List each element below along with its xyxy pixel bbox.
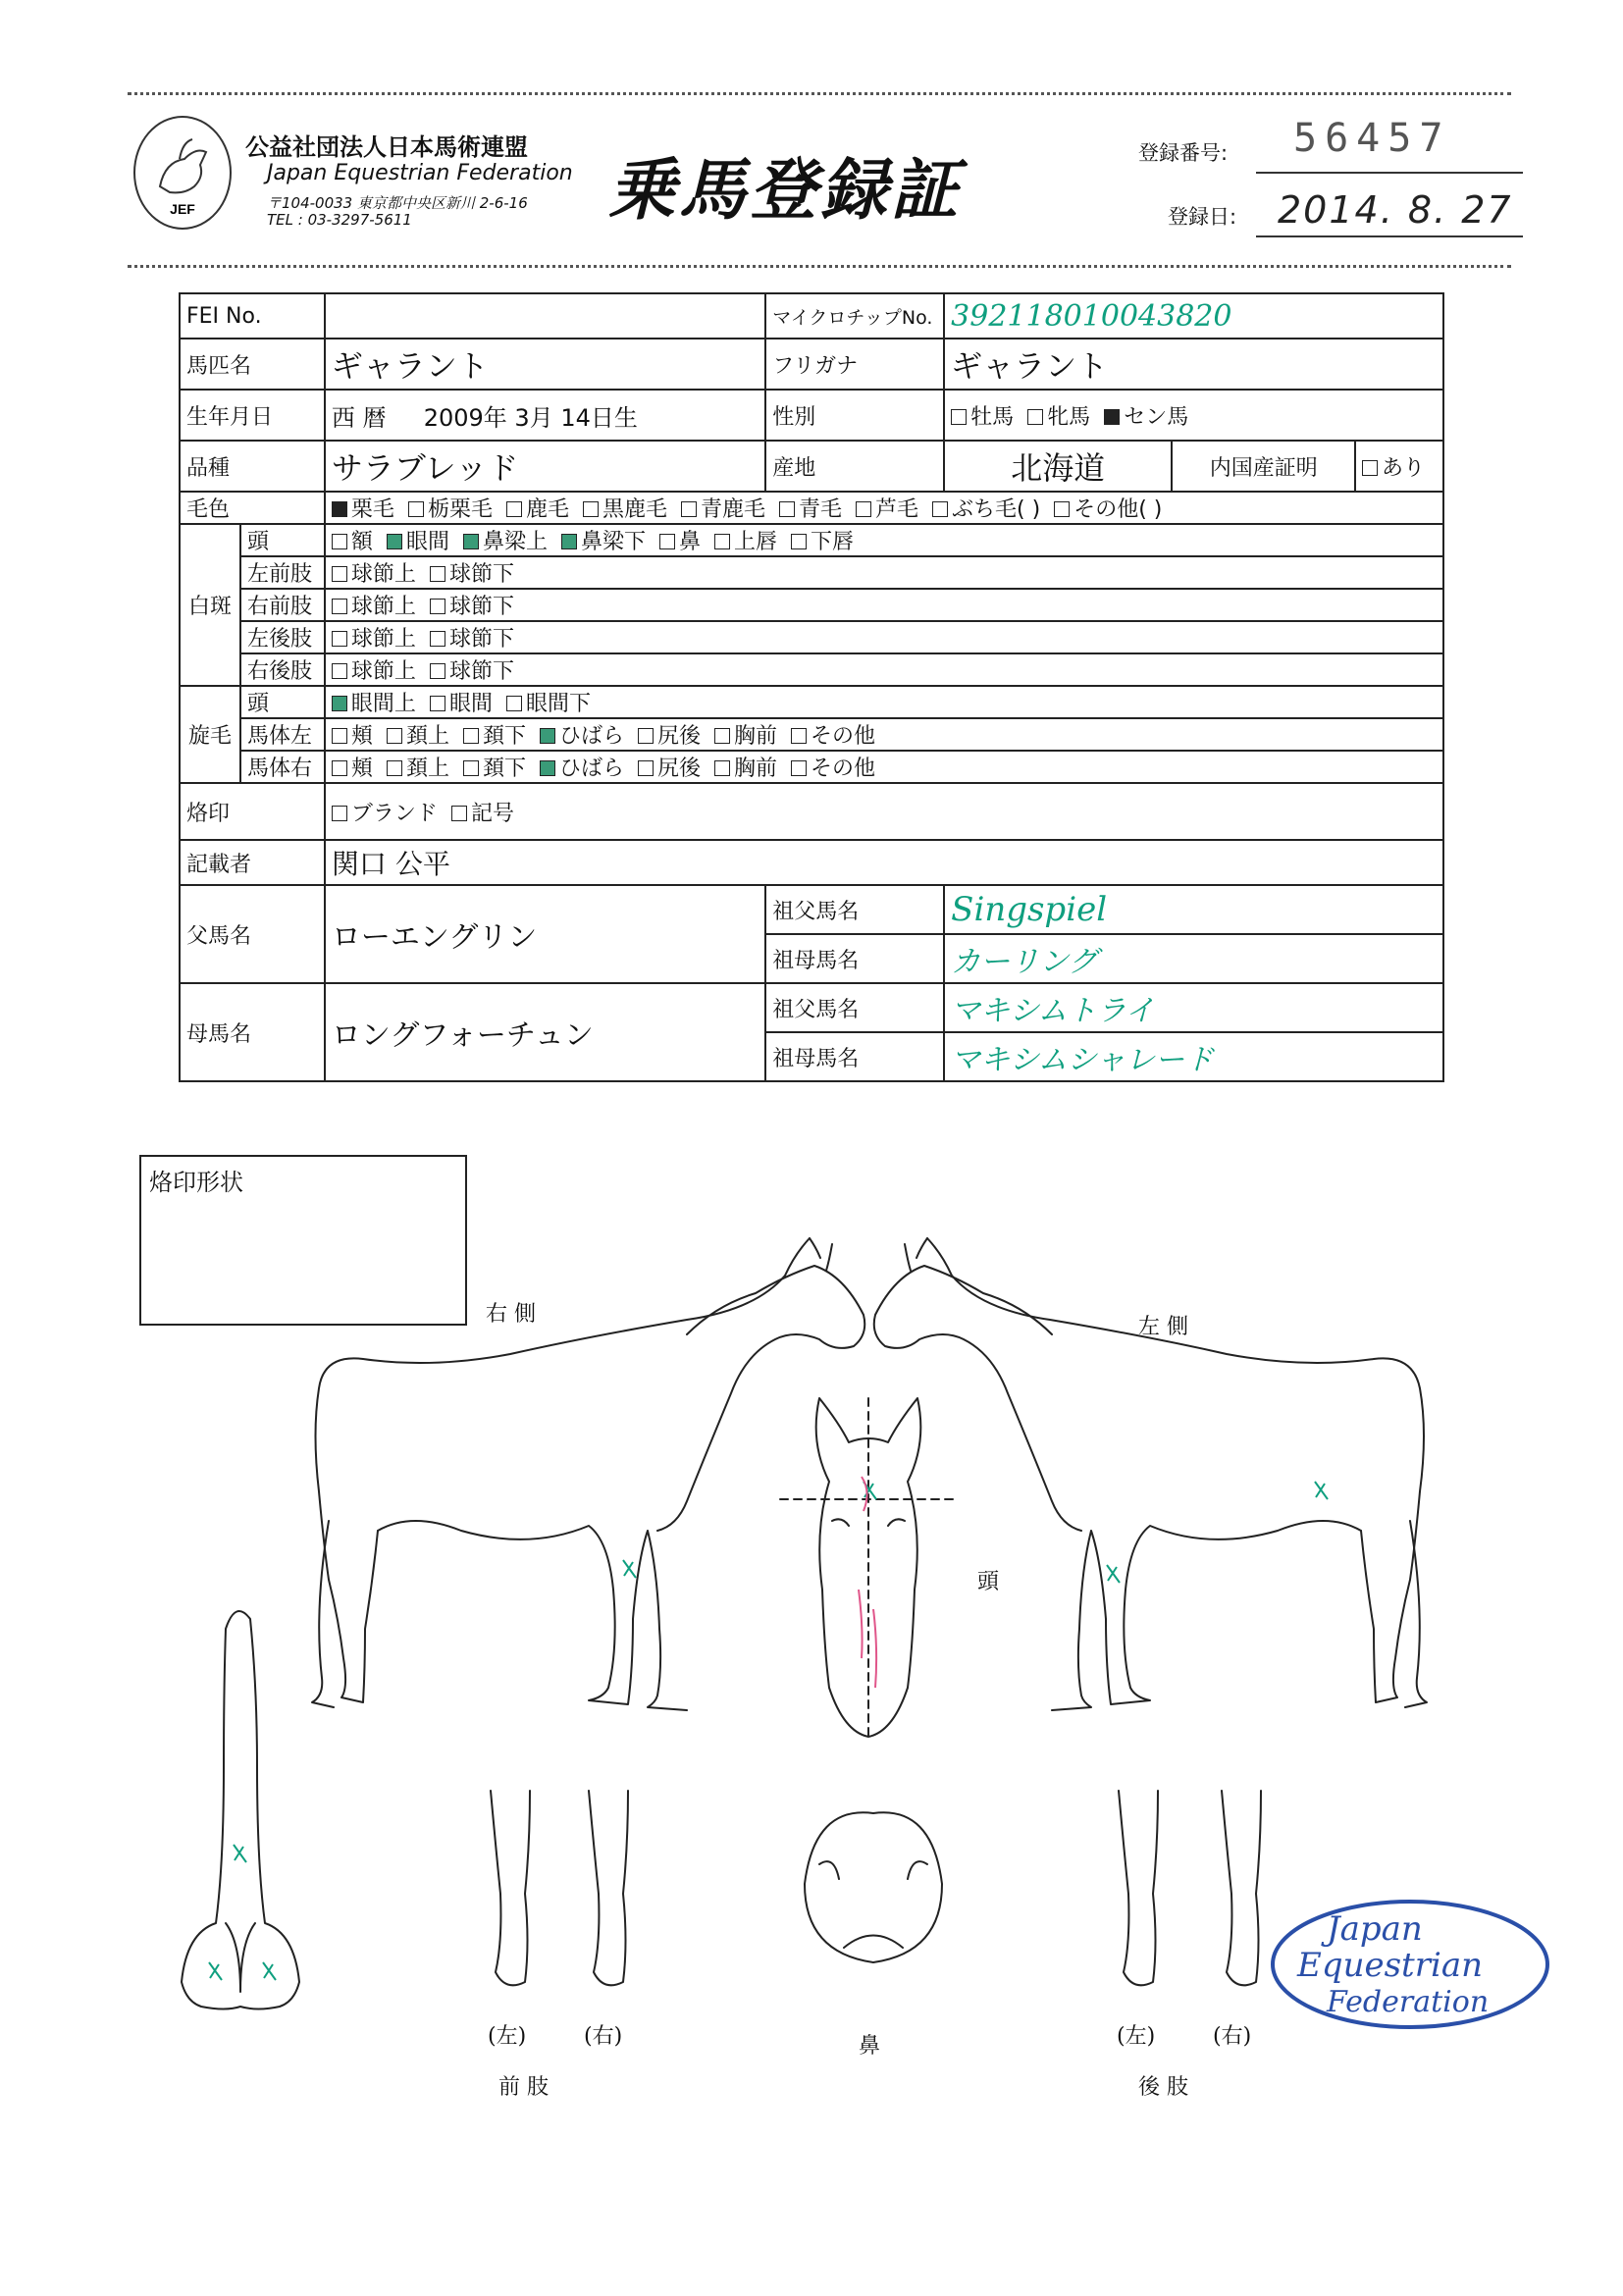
stamp-line3: Federation — [1327, 1985, 1490, 2019]
marking-option-label: 球節下 — [448, 595, 514, 619]
hind-left-label: (左) — [1117, 2024, 1156, 2049]
right-side-label: 右 側 — [486, 1302, 536, 1327]
marking-option-label: 鼻 — [678, 530, 701, 554]
fore-right-label: (右) — [584, 2024, 623, 2049]
stamp-line2: Equestrian — [1297, 1946, 1484, 1985]
marking-part: 右後肢 — [240, 653, 325, 686]
reg-no-value: 56457 — [1293, 116, 1451, 161]
domestic-label: 内国産証明 — [1172, 441, 1355, 492]
coat-option-label: ぶち毛( ) — [952, 497, 1041, 522]
whorl-option-label: ひばら — [558, 724, 624, 749]
brand-option-label: ブランド — [350, 801, 438, 826]
whorl-option-label: ひばら — [558, 757, 624, 781]
coat-option-label: 栃栗毛 — [427, 497, 493, 522]
marking-option-label: 上唇 — [734, 530, 778, 554]
jef-stamp — [1268, 1896, 1552, 2033]
breed-value[interactable]: サラブレッド — [325, 441, 765, 492]
whorl-option-label: 胸前 — [734, 724, 778, 749]
dam-label: 母馬名 — [180, 983, 325, 1081]
org-name-en: Japan Equestrian Federation — [267, 161, 573, 185]
marking-option-label: 額 — [350, 530, 373, 554]
whorl-part: 馬体右 — [240, 751, 325, 783]
front-head — [780, 1398, 957, 1742]
birth-label: 生年月日 — [180, 390, 325, 441]
marking-option-label: 鼻梁下 — [580, 530, 646, 554]
reg-date-value: 2014. 8. 27 — [1278, 188, 1513, 232]
right-side-horse — [312, 1238, 864, 1710]
writer-value[interactable]: 関口 公平 — [325, 840, 1443, 885]
stamp-line1: Japan — [1327, 1909, 1423, 1949]
whorl-option-label: 頬 — [350, 724, 373, 749]
fei-label: FEI No. — [180, 293, 325, 339]
coat-option-label: 青毛 — [799, 497, 843, 522]
logo-text: JEF — [170, 201, 195, 217]
sire-gsire-label: 祖父馬名 — [765, 885, 944, 934]
markings-label: 白斑 — [180, 524, 240, 686]
whorl-option-label: その他 — [811, 724, 876, 749]
head-label: 頭 — [977, 1570, 1000, 1594]
marking-option-label: 球節上 — [350, 562, 416, 587]
nose-label: 鼻 — [859, 2034, 881, 2059]
coat-option-label: 青鹿毛 — [700, 497, 765, 522]
kana-label: フリガナ — [765, 339, 944, 390]
whorl-option-label: 頚下 — [482, 724, 526, 749]
coat-label: 毛色 — [180, 492, 325, 524]
reg-no-label: 登録番号: — [1138, 141, 1229, 165]
coat-option-label: 黒鹿毛 — [602, 497, 667, 522]
dam-gdam-value[interactable]: マキシムシャレード — [944, 1032, 1443, 1081]
sire-gdam-value[interactable]: カーリング — [944, 934, 1443, 983]
marking-option-label: 球節上 — [350, 627, 416, 652]
sire-gdam-label: 祖母馬名 — [765, 934, 944, 983]
reg-date-label: 登録日: — [1168, 205, 1237, 229]
sire-gsire-value[interactable]: Singspiel — [944, 885, 1443, 934]
whorl-option-label: 眼間下 — [525, 692, 591, 716]
whorl-marks — [209, 1482, 1328, 1980]
whorl-option-label: 頚上 — [405, 724, 449, 749]
org-name: 公益社団法人日本馬術連盟 — [245, 133, 528, 161]
brand-option-label: 記号 — [470, 801, 514, 826]
brand-label: 烙印 — [180, 783, 325, 840]
whorl-part: 頭 — [240, 686, 325, 718]
marking-option-label: 鼻梁上 — [482, 530, 548, 554]
whorl-option-label: 尻後 — [656, 757, 701, 781]
dam-value[interactable]: ロングフォーチュン — [325, 983, 765, 1081]
whorl-option-label: 眼間上 — [350, 692, 416, 716]
domestic-option-label: あり — [1382, 455, 1426, 481]
sex-option-label: セン馬 — [1124, 404, 1189, 430]
fore-left-label: (左) — [488, 2024, 527, 2049]
origin-value[interactable]: 北海道 — [944, 441, 1172, 492]
org-address: 〒104-0033 東京都中央区新川 2-6-16 — [267, 194, 528, 212]
sex-label: 性別 — [765, 390, 944, 441]
hind-legs-label: 後 肢 — [1138, 2075, 1188, 2100]
birth-value[interactable]: 2009年 3月 14日生 — [423, 403, 638, 432]
dam-gsire-label: 祖父馬名 — [765, 983, 944, 1032]
whorls-label: 旋毛 — [180, 686, 240, 783]
document-title: 乗馬登録証 — [608, 152, 963, 230]
whorl-option-label: 眼間 — [448, 692, 493, 716]
coat-option-label: その他( ) — [1073, 497, 1163, 522]
marking-option-label: 球節上 — [350, 659, 416, 684]
left-side-horse — [874, 1238, 1427, 1710]
hind-right-label: (右) — [1213, 2024, 1252, 2049]
whorl-option-label: その他 — [811, 757, 876, 781]
whorl-option-label: 胸前 — [734, 757, 778, 781]
marking-option-label: 球節下 — [448, 659, 514, 684]
writer-label: 記載者 — [180, 840, 325, 885]
chip-value[interactable]: 392118010043820 — [944, 293, 1443, 339]
kana-value[interactable]: ギャラント — [944, 339, 1443, 390]
whorl-option-label: 頬 — [350, 757, 373, 781]
fore-legs — [491, 1791, 628, 1985]
whorl-part: 馬体左 — [240, 718, 325, 751]
name-label: 馬匹名 — [180, 339, 325, 390]
nose-view — [805, 1812, 942, 1962]
coat-option-label: 芦毛 — [875, 497, 919, 522]
sex-option-label: 牡馬 — [970, 404, 1015, 430]
marking-option-label: 眼間 — [405, 530, 449, 554]
marking-option-label: 球節下 — [448, 627, 514, 652]
whorl-option-label: 頚上 — [405, 757, 449, 781]
hind-legs — [1119, 1791, 1261, 1985]
marking-part: 頭 — [240, 524, 325, 556]
top-view-horse — [182, 1611, 299, 2009]
left-side-label: 左 側 — [1138, 1315, 1188, 1339]
marking-part: 左前肢 — [240, 556, 325, 589]
origin-label: 産地 — [765, 441, 944, 492]
marking-part: 右前肢 — [240, 589, 325, 621]
org-tel: TEL : 03-3297-5611 — [267, 211, 412, 229]
brand-shape-label: 烙印形状 — [149, 1169, 243, 1196]
fore-legs-label: 前 肢 — [498, 2075, 549, 2100]
coat-option-label: 鹿毛 — [525, 497, 569, 522]
whorl-option-label: 頚下 — [482, 757, 526, 781]
dam-gsire-value[interactable]: マキシムトライ — [944, 983, 1443, 1032]
marking-option-label: 下唇 — [811, 530, 855, 554]
birth-era: 西 暦 — [331, 403, 387, 432]
sex-option-label: 牝馬 — [1047, 404, 1091, 430]
marking-option-label: 球節下 — [448, 562, 514, 587]
breed-label: 品種 — [180, 441, 325, 492]
whorl-option-label: 尻後 — [656, 724, 701, 749]
sire-value[interactable]: ローエングリン — [325, 885, 765, 983]
sire-label: 父馬名 — [180, 885, 325, 983]
marking-part: 左後肢 — [240, 621, 325, 653]
coat-option-label: 栗毛 — [350, 497, 394, 522]
dam-gdam-label: 祖母馬名 — [765, 1032, 944, 1081]
chip-label: マイクロチップNo. — [765, 293, 944, 339]
name-value[interactable]: ギャラント — [325, 339, 765, 390]
marking-option-label: 球節上 — [350, 595, 416, 619]
